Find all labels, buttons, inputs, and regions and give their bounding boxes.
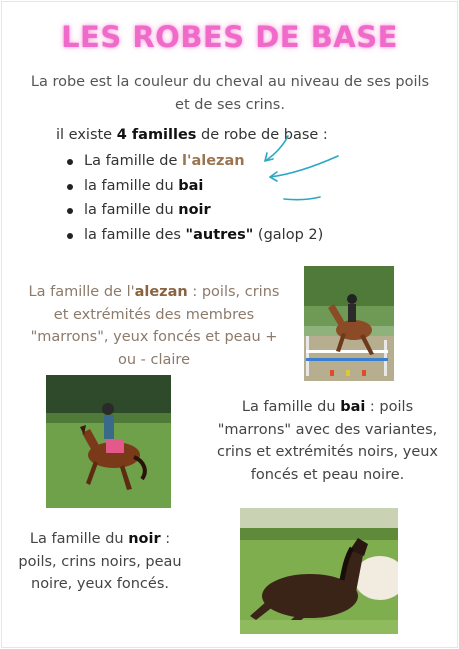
intro-line-1: La robe est la couleur du cheval au niveau de ses poils: [30, 74, 430, 90]
arrows-drawing: [250, 128, 350, 213]
arrow-3: [284, 197, 320, 200]
alezan-bold: alezan: [134, 284, 188, 300]
intro-text: [10, 71, 450, 117]
alezan-line-3: "marrons", yeux foncés et peau +: [30, 329, 278, 345]
list-item-bold: noir: [178, 202, 211, 218]
list-item-prefix: la famille du: [84, 177, 179, 194]
bai-bold: bai: [340, 399, 366, 415]
bai-rest: : poils: [365, 399, 414, 415]
lead-prefix: il existe: [56, 127, 117, 143]
bai-line-3: crins et extrémités noirs, yeux: [216, 444, 439, 460]
lead-bold: 4 familles: [116, 127, 197, 143]
arrow-2: [270, 156, 338, 177]
alezan-rest: : poils, crins: [187, 284, 280, 300]
bai-description: [195, 396, 459, 486]
noir-description: [2, 528, 198, 596]
bai-horse-photo: [46, 375, 171, 508]
alezan-horse-photo: [304, 266, 394, 381]
alezan-description: [20, 281, 288, 371]
alezan-prefix: La famille de l': [28, 284, 135, 300]
list-item-prefix: la famille du: [84, 202, 179, 218]
list-item-autres: [58, 223, 323, 248]
list-item-prefix: La famille de: [84, 153, 183, 169]
noir-bold: noir: [128, 531, 161, 547]
bai-line-4: foncés et peau noire.: [250, 466, 405, 483]
noir-rest: :: [160, 531, 171, 547]
noir-prefix: La famille du: [29, 531, 129, 547]
noir-horse-photo: [240, 508, 398, 634]
page-title: LES ROBES DE BASE: [61, 20, 398, 54]
list-item-bold: bai: [178, 177, 204, 194]
alezan-line-4: ou - claire: [118, 351, 190, 368]
list-item-suffix: (galop 2): [253, 226, 324, 243]
noir-line-2: poils, crins noirs, peau: [18, 553, 182, 570]
list-item-bold: "autres": [185, 226, 254, 243]
alezan-line-2: et extrémités des membres: [53, 306, 255, 323]
intro-line-2: et de ses crins.: [175, 97, 285, 113]
bai-line-2: "marrons" avec des variantes,: [217, 421, 438, 438]
noir-line-3: noire, yeux foncés.: [31, 576, 169, 592]
list-item-prefix: la famille des: [84, 226, 186, 243]
list-item-bold: l'alezan: [182, 153, 245, 169]
lead-suffix: de robe de base :: [196, 127, 328, 143]
bai-prefix: La famille du: [241, 399, 341, 415]
arrow-1: [265, 136, 288, 161]
